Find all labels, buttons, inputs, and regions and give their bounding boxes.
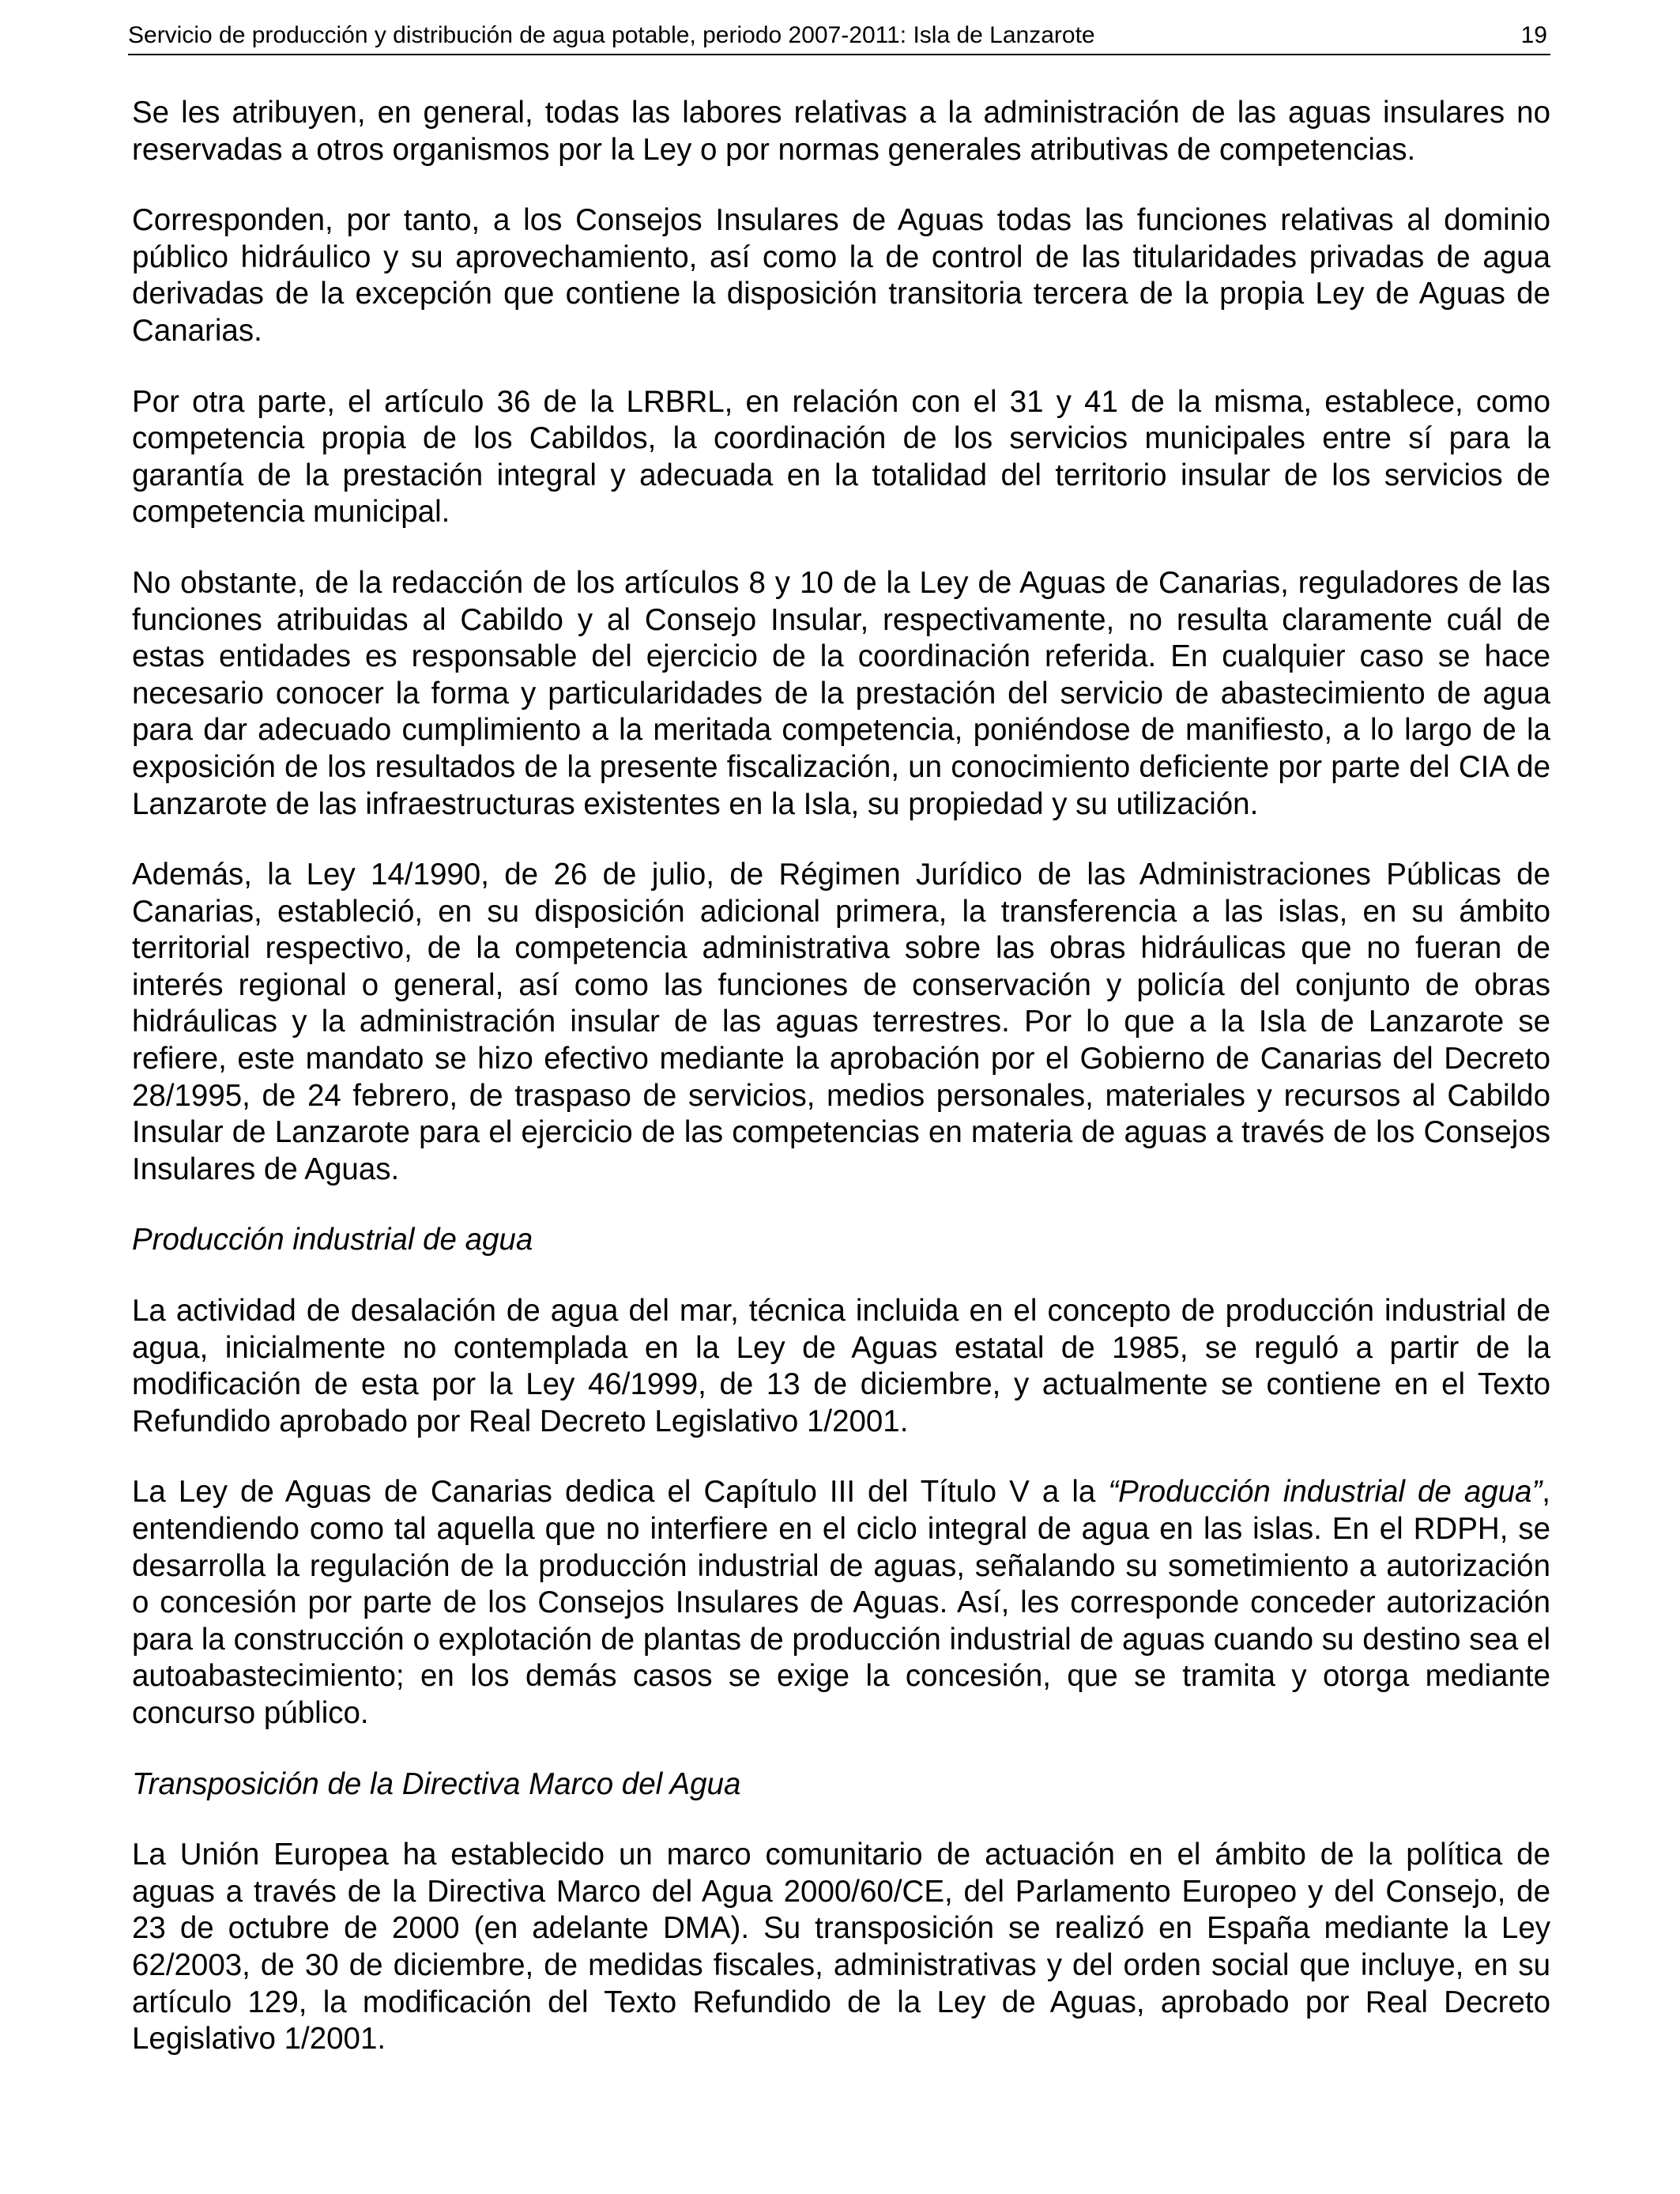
header-title: Servicio de producción y distribución de agua potable, periodo 2007-2011: Isla de Lanzarote <box>128 22 1095 48</box>
body-text <box>132 95 1550 2092</box>
paragraph-text-after-quote: , entendiendo como tal aquella que no interfiere en el ciclo integral de agua en las islas. En el RDPH, se desarrolla la regulación de la producción industrial de aguas, señalando su sometimiento a autorización o concesión por parte de los Consejos Insulares de Aguas. Así, les corresponde conceder autorización para la construcción o explotación de plantas de producción industrial de aguas cuando su destino sea el autoabastecimiento; en los demás casos se exige la concesión, que se tramita y otorga mediante concurso público. <box>132 1475 1550 1730</box>
section-heading-produccion-industrial: Producción industrial de agua <box>132 1223 533 1257</box>
paragraph-funciones-consejos: Corresponden, por tanto, a los Consejos Insulares de Aguas todas las funciones relativas al dominio público hidráulico y su aprovechamiento, así como la de control de las titularidades privadas de agua derivadas de la excepción que contiene la disposición transitoria tercera de la propia Ley de Aguas de Canarias. <box>132 203 1550 348</box>
page-number: 19 <box>1520 22 1547 48</box>
paragraph-articulo-36-lrbrl: Por otra parte, el artículo 36 de la LRBRL, en relación con el 31 y 41 de la misma, establece, como competencia propia de los Cabildos, la coordinación de los servicios municipales entre sí para la garantía de la prestación integral y adecuada en la totalidad del territorio insular de los servicios de competencia municipal. <box>132 384 1550 530</box>
paragraph-desalacion: La actividad de desalación de agua del mar, técnica incluida en el concepto de producción industrial de agua, inicialmente no contemplada en la Ley de Aguas estatal de 1985, se reguló a partir de la modificación de esta por la Ley 46/1999, de 13 de diciembre, y actualmente se contiene en el Texto Refundido aprobado por Real Decreto Legislativo 1/2001. <box>132 1294 1550 1438</box>
paragraph-union-europea: La Unión Europea ha establecido un marco comunitario de actuación en el ámbito de la política de aguas a través de la Directiva Marco del Agua 2000/60/CE, del Parlamento Europeo y del Consejo, de 23 de octubre de 2000 (en adelante DMA). Su transposición se realizó en España mediante la Ley 62/2003, de 30 de diciembre, de medidas fiscales, administrativas y del orden social que incluye, en su artículo 129, la modificación del Texto Refundido de la Ley de Aguas, aprobado por Real Decreto Legislativo 1/2001. <box>132 1838 1550 2056</box>
paragraph-ley-14-1990: Además, la Ley 14/1990, de 26 de julio, de Régimen Jurídico de las Administraciones Públicas de Canarias, estableció, en su disposición adicional primera, la transferencia a las islas, en su ámbito territorial respectivo, de la competencia administrativa sobre las obras hidráulicas que no fueran de interés regional o general, así como las funciones de conservación y policía del conjunto de obras hidráulicas y la administración insular de las aguas terrestres. Por lo que a la Isla de Lanzarote se refiere, este mandato se hizo efectivo mediante la aprobación por el Gobierno de Canarias del Decreto 28/1995, de 24 febrero, de traspaso de servicios, medios personales, materiales y recursos al Cabildo Insular de Lanzarote para el ejercicio de las competencias en materia de aguas a través de los Consejos Insulares de Aguas. <box>132 858 1550 1186</box>
paragraph-text-before-quote: La Ley de Aguas de Canarias dedica el Capítulo III del Título V a la <box>132 1475 1109 1510</box>
quoted-title: “Producción industrial de agua” <box>1108 1475 1543 1510</box>
paragraph-ley-aguas-canarias <box>132 1474 1550 1732</box>
section-heading-directiva-marco: Transposición de la Directiva Marco del Agua <box>132 1766 741 1801</box>
paragraph-atribuciones: Se les atribuyen, en general, todas las labores relativas a la administración de las aguas insulares no reservadas a otros organismos por la Ley o por normas generales atributivas de competencias. <box>132 96 1550 167</box>
paragraph-coordinacion: No obstante, de la redacción de los artículos 8 y 10 de la Ley de Aguas de Canarias, reguladores de las funciones atribuidas al Cabildo y al Consejo Insular, respectivamente, no resulta claramente cuál de estas entidades es responsable del ejercicio de la coordinación referida. En cualquier caso se hace necesario conocer la forma y particularidades de la prestación del servicio de abastecimiento de agua para dar adecuado cumplimiento a la meritada competencia, poniéndose de manifiesto, a lo largo de la exposición de los resultados de la presente fiscalización, un conocimiento deficiente por parte del CIA de Lanzarote de las infraestructuras existentes en la Isla, su propiedad y su utilización. <box>132 565 1550 821</box>
running-header <box>128 17 1550 55</box>
